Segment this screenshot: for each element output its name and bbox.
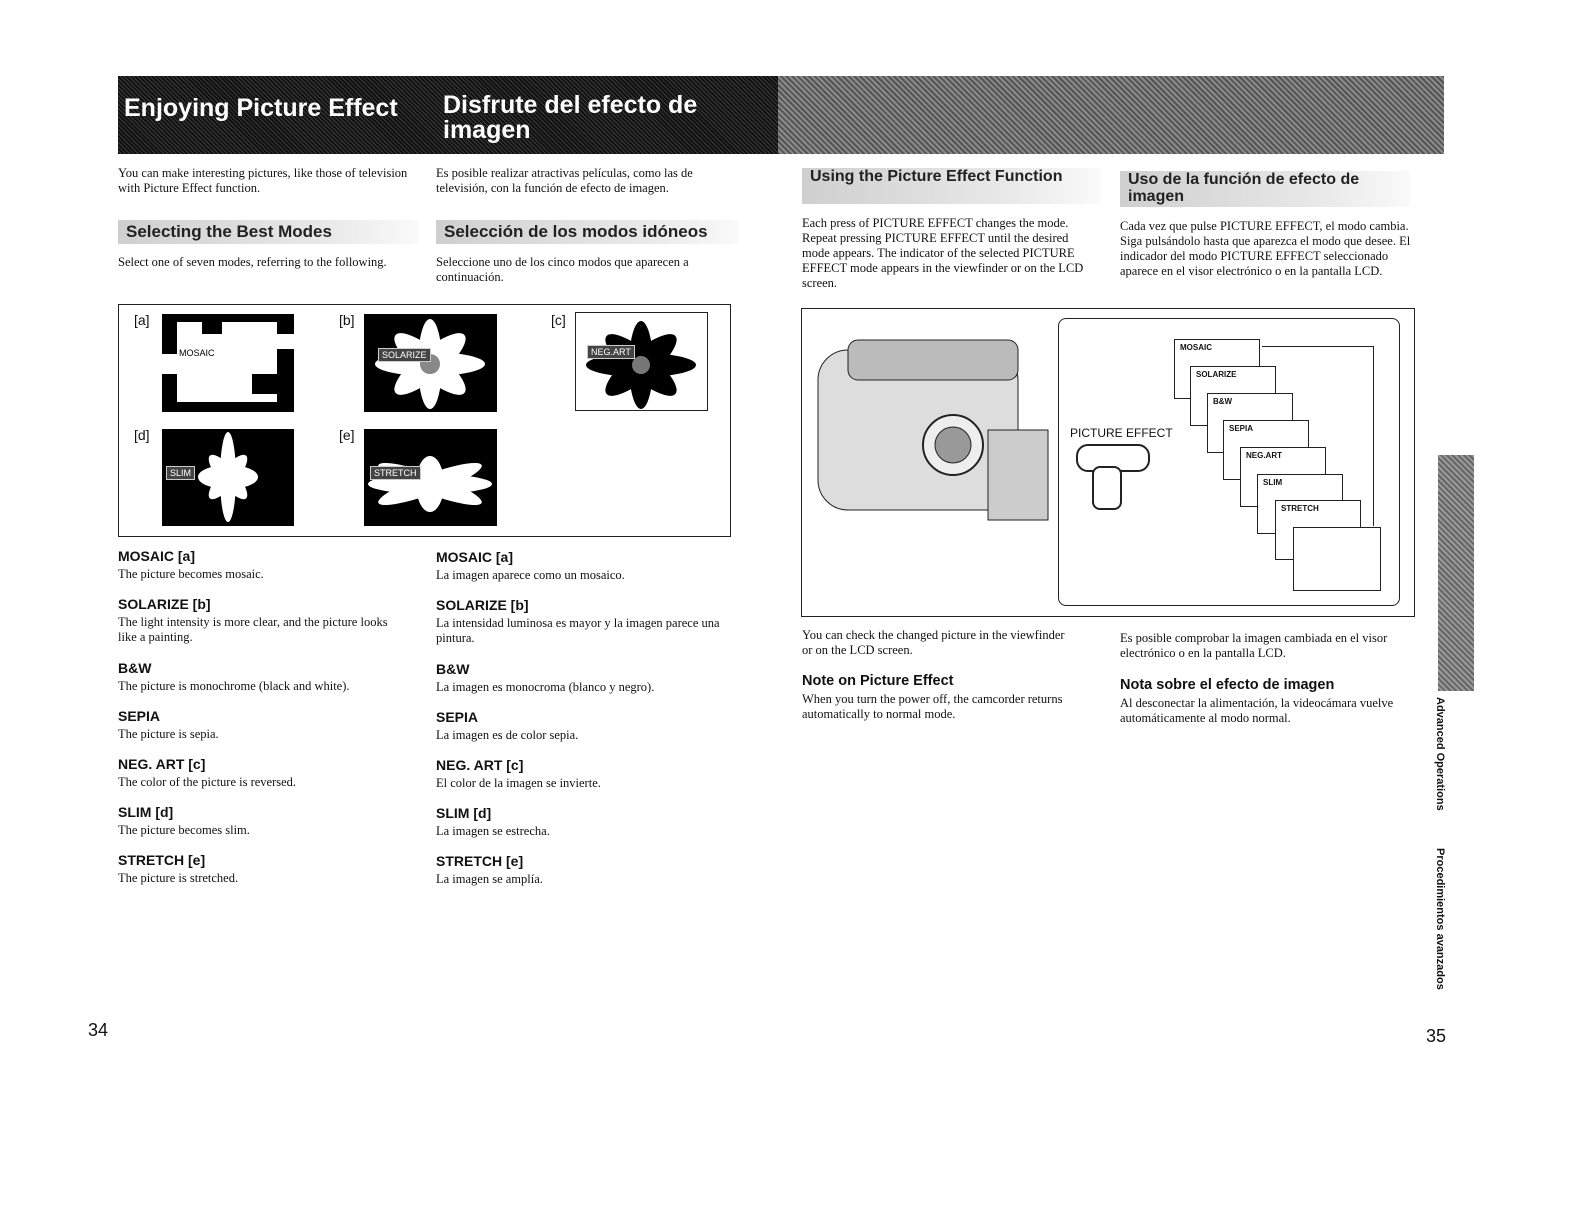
page-number-right: 35 bbox=[1426, 1026, 1447, 1046]
mode-name-en: STRETCH [e] bbox=[118, 852, 206, 868]
stack-mosaic: MOSAIC bbox=[1174, 339, 1260, 399]
check-text-en: You can check the changed picture in the viewfinder or on the LCD screen. bbox=[802, 628, 1065, 657]
mode-name-en: B&W bbox=[118, 660, 152, 676]
instructions-es: Cada vez que pulse PICTURE EFFECT, el modo cambia. Siga pulsándolo hasta que aparezca el modo que desee. El indicador del modo PICTURE EFFECT seleccionado aparece en el visor electrónico o en la pantalla LCD. bbox=[1120, 219, 1411, 278]
mode-name-es: MOSAIC [a] bbox=[436, 549, 513, 565]
mode-name-es: SOLARIZE [b] bbox=[436, 597, 529, 613]
mode-name-en: MOSAIC [a] bbox=[118, 548, 195, 564]
label-b: [b] bbox=[339, 312, 355, 328]
mode-desc-es: La imagen aparece como un mosaico. bbox=[436, 568, 625, 582]
label-d: [d] bbox=[134, 427, 150, 443]
cycle-arrow bbox=[1373, 346, 1374, 526]
page-title-es: Disfrute del efecto de imagen bbox=[443, 91, 698, 144]
stack-bw: B&W bbox=[1207, 393, 1293, 453]
mode-desc-es: La imagen se estrecha. bbox=[436, 824, 550, 838]
select-instructions-es: Seleccione uno de los cinco modos que aparecen a continuación. bbox=[436, 255, 689, 284]
intro-es: Es posible realizar atractivas películas, como las de televisión, con la función de efecto de imagen. bbox=[436, 166, 693, 195]
stretch-tag: STRETCH bbox=[370, 466, 421, 480]
mode-name-es: B&W bbox=[436, 661, 470, 677]
note-title-es: Nota sobre el efecto de imagen bbox=[1120, 677, 1335, 693]
mode-name-en: NEG. ART [c] bbox=[118, 756, 206, 772]
neg-art-tag: NEG.ART bbox=[587, 345, 635, 359]
section-heading-es: Selección de los modos idóneos bbox=[436, 220, 738, 244]
section-heading-en: Selecting the Best Modes bbox=[118, 220, 418, 244]
mode-desc-en: The picture is monochrome (black and white). bbox=[118, 679, 350, 693]
mode-name-es: STRETCH [e] bbox=[436, 853, 524, 869]
side-label-en: Advanced Operations bbox=[1434, 697, 1446, 811]
neg-art-example-image bbox=[575, 312, 708, 411]
stack-solarize: SOLARIZE bbox=[1190, 366, 1276, 426]
note-title-en: Note on Picture Effect bbox=[802, 673, 954, 689]
mode-desc-en: The picture becomes slim. bbox=[118, 823, 250, 837]
hand-pointer-icon bbox=[1092, 466, 1122, 510]
side-label-es: Procedimientos avanzados bbox=[1434, 848, 1446, 990]
mode-desc-en: The picture becomes mosaic. bbox=[118, 567, 264, 581]
stack-normal bbox=[1293, 527, 1381, 591]
mode-desc-es: La intensidad luminosa es mayor y la imagen parece una pintura. bbox=[436, 616, 720, 645]
mode-name-en: SOLARIZE [b] bbox=[118, 596, 211, 612]
mode-desc-es: La imagen es monocroma (blanco y negro). bbox=[436, 680, 655, 694]
slim-tag: SLIM bbox=[166, 466, 195, 480]
mosaic-tag: MOSAIC bbox=[179, 348, 215, 358]
mode-desc-en: The picture is stretched. bbox=[118, 871, 239, 885]
mode-desc-es: El color de la imagen se invierte. bbox=[436, 776, 601, 790]
check-text-es: Es posible comprobar la imagen cambiada en el visor electrónico o en la pantalla LCD. bbox=[1120, 631, 1388, 660]
section-tab bbox=[1438, 455, 1474, 691]
mosaic-example-image bbox=[162, 314, 294, 412]
stack-neg-art: NEG.ART bbox=[1240, 447, 1326, 507]
camcorder-illustration bbox=[808, 320, 1068, 540]
mode-name-en: SLIM [d] bbox=[118, 804, 174, 820]
section-heading-es: Uso de la función de efecto de imagen bbox=[1120, 171, 1410, 207]
select-instructions-en: Select one of seven modes, referring to the following. bbox=[118, 255, 387, 269]
stack-stretch: STRETCH bbox=[1275, 500, 1361, 560]
mode-desc-en: The picture is sepia. bbox=[118, 727, 219, 741]
mode-desc-es: La imagen es de color sepia. bbox=[436, 728, 579, 742]
mode-desc-en: The color of the picture is reversed. bbox=[118, 775, 297, 789]
section-heading-en: Using the Picture Effect Function bbox=[802, 168, 1100, 204]
mode-desc-es: La imagen se amplía. bbox=[436, 872, 543, 886]
picture-effect-button-label: PICTURE EFFECT bbox=[1070, 426, 1173, 440]
label-c: [c] bbox=[551, 312, 566, 328]
solarize-tag: SOLARIZE bbox=[378, 348, 431, 362]
page-title-en: Enjoying Picture Effect bbox=[124, 94, 398, 122]
mode-name-es: NEG. ART [c] bbox=[436, 757, 524, 773]
mode-name-en: SEPIA bbox=[118, 708, 161, 724]
label-e: [e] bbox=[339, 427, 355, 443]
note-body-en: When you turn the power off, the camcorder returns automatically to normal mode. bbox=[802, 692, 1063, 721]
label-a: [a] bbox=[134, 312, 150, 328]
note-body-es: Al desconectar la alimentación, la videocámara vuelve automáticamente al modo normal. bbox=[1120, 696, 1394, 725]
mode-name-es: SLIM [d] bbox=[436, 805, 492, 821]
mode-name-es: SEPIA bbox=[436, 709, 479, 725]
stack-sepia: SEPIA bbox=[1223, 420, 1309, 480]
intro-en: You can make interesting pictures, like those of television with Picture Effect function. bbox=[118, 166, 408, 195]
cycle-arrow bbox=[1262, 346, 1374, 347]
stack-slim: SLIM bbox=[1257, 474, 1343, 534]
mode-desc-en: The light intensity is more clear, and the picture looks like a painting. bbox=[118, 615, 388, 644]
page-number-left: 34 bbox=[88, 1020, 109, 1040]
solarize-example-image bbox=[364, 314, 497, 412]
instructions-en: Each press of PICTURE EFFECT changes the mode. Repeat pressing PICTURE EFFECT until the desired mode appears. The indicator of the selected PICTURE EFFECT mode appears in the viewfinder or on the LCD screen. bbox=[802, 216, 1084, 290]
